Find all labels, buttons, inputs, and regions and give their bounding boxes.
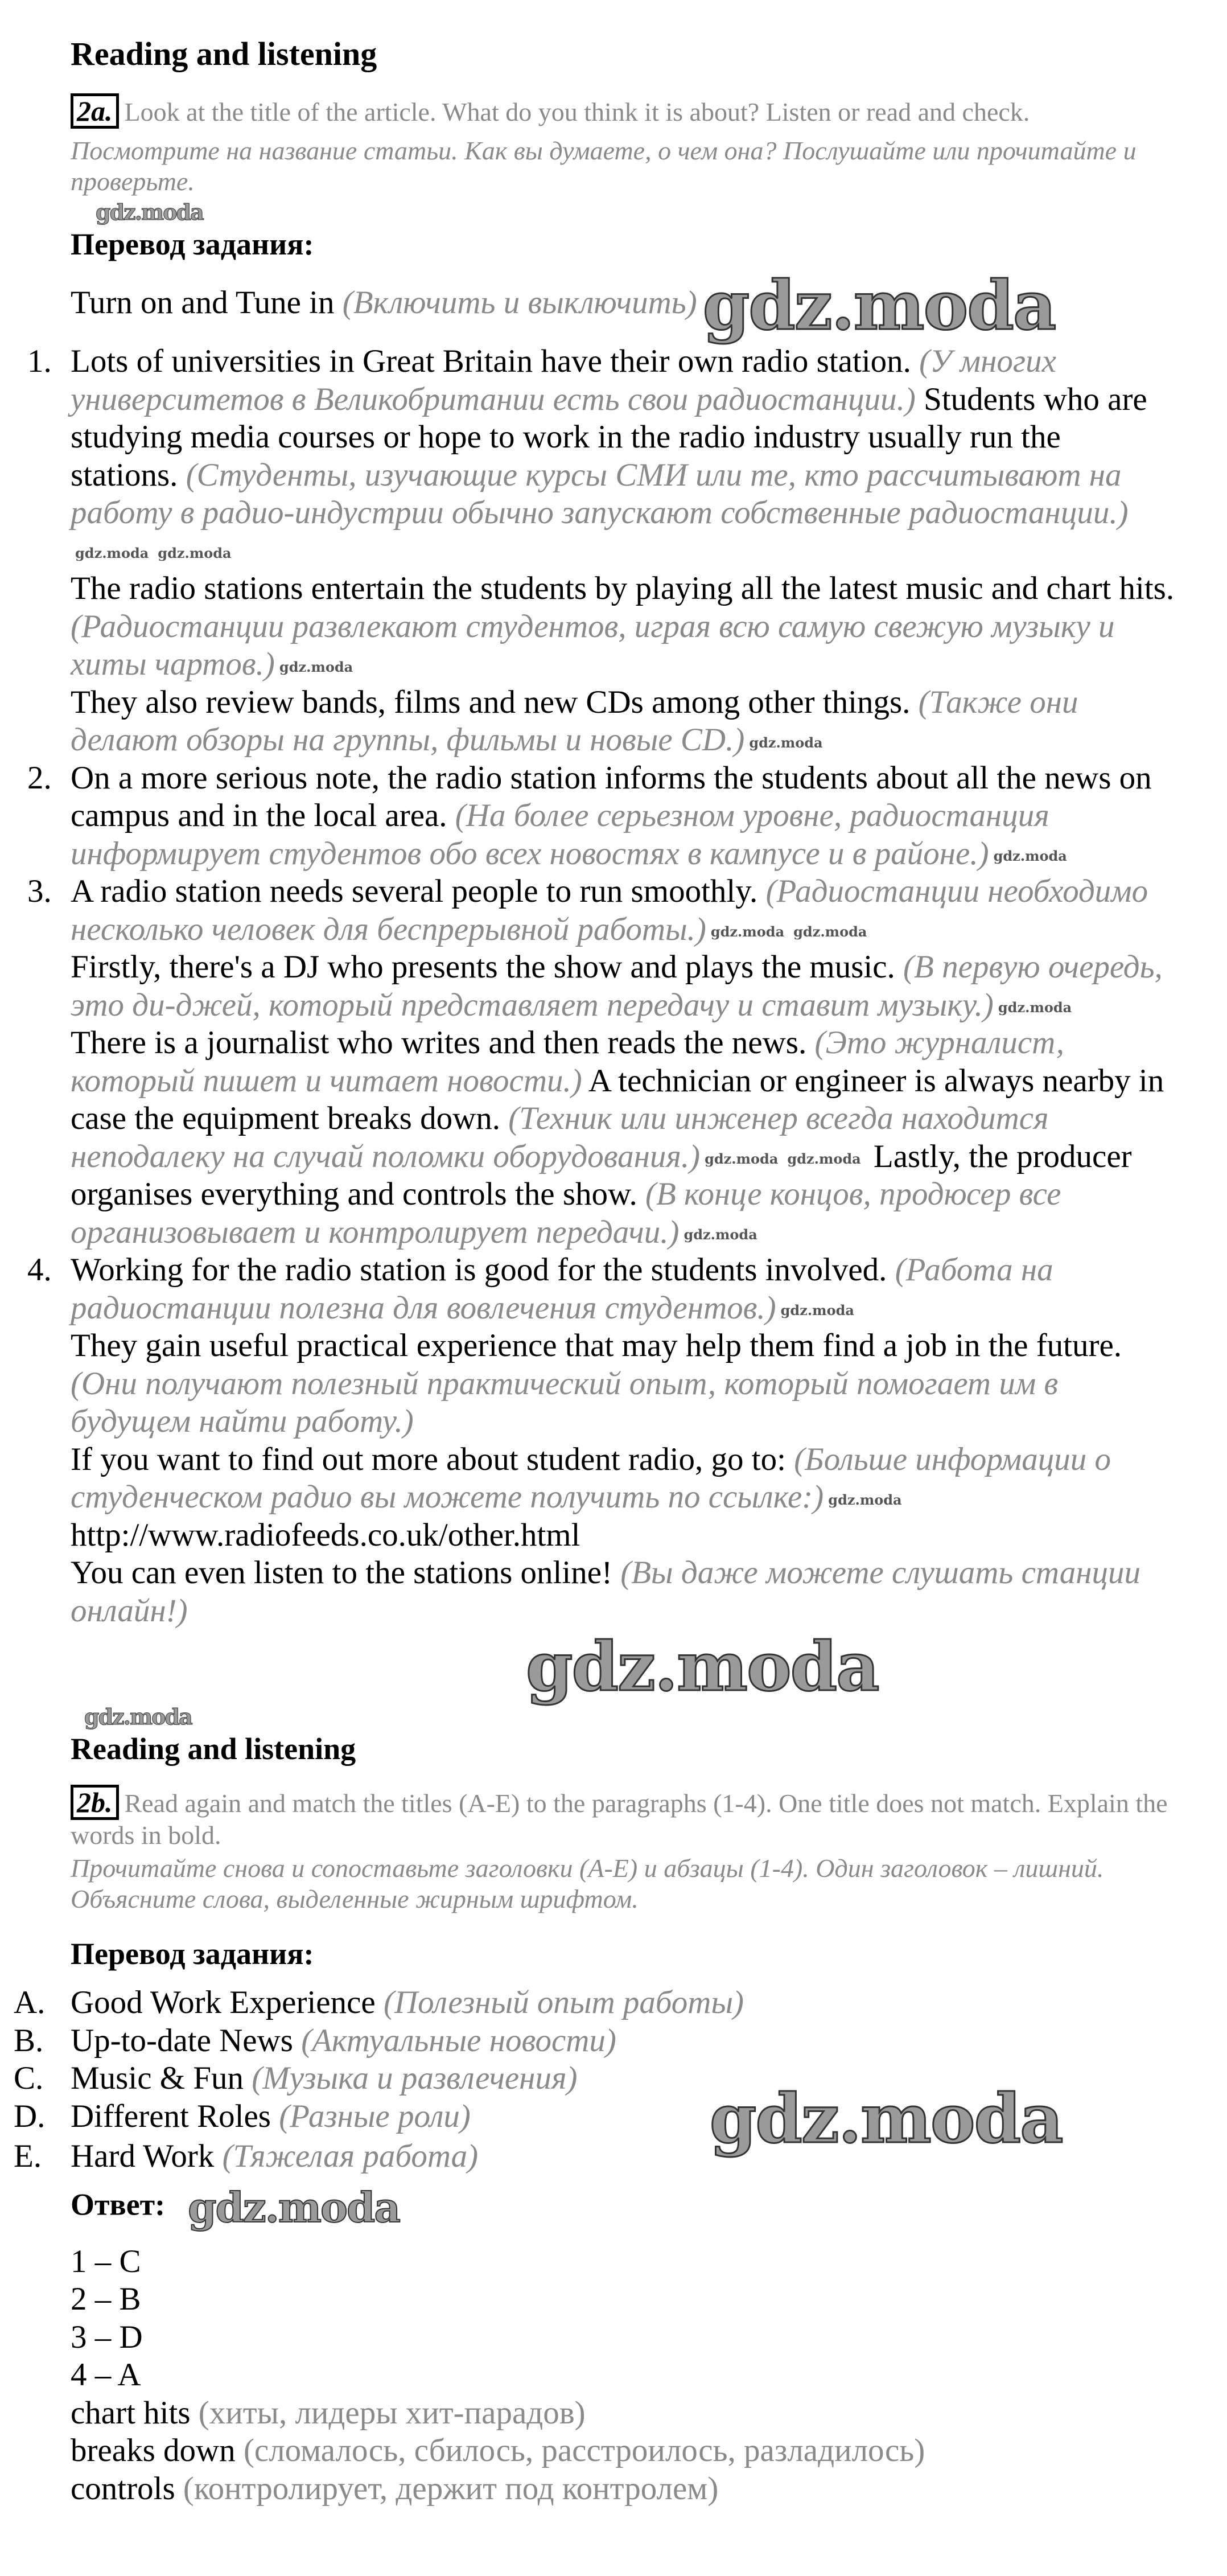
title-option — [14, 1984, 1175, 2022]
title-ru: (Музыка и развлечения) — [252, 2060, 578, 2096]
title-en: Hard Work — [71, 2138, 215, 2175]
sentence-ru: (В первую очередь, это ди-джей, который представляет передачу и ставит музыку.) — [71, 949, 1163, 1023]
titles-list — [14, 1984, 1175, 2176]
task-instruction-ru: Прочитайте снова и сопоставьте заголовки (А-Е) и абзацы (1-4). Один заголовок – лишний. Объясните слова, выделенные жирным шрифтом. — [71, 1854, 1104, 1913]
sentence-ru: (Студенты, изучающие курсы СМИ или те, кто рассчитывают на работу в радио-индустрии обычно запускают собственные радиостанции.) — [71, 457, 1129, 531]
word-en: controls — [71, 2470, 175, 2507]
word-ru: (контролирует, держит под контролем) — [183, 2470, 719, 2507]
task-label: 2b. — [71, 1785, 119, 1820]
title-ru: (Тяжелая работа) — [222, 2138, 479, 2175]
sentence-en: They also review bands, films and new CDs among other things. — [71, 684, 911, 720]
sentence — [71, 760, 1152, 872]
title-ru: (Включить и выключить) — [342, 285, 697, 321]
title-en: Turn on and Tune in — [71, 285, 335, 321]
watermark: gdz.moda — [993, 848, 1067, 865]
title-en: Music & Fun — [71, 2060, 244, 2096]
watermark: gdz.moda — [84, 1704, 192, 1729]
watermark: gdz.moda — [998, 999, 1072, 1016]
watermark: gdz.moda — [158, 545, 232, 562]
sentence-en: You can even listen to the stations online! — [71, 1555, 612, 1591]
word-ru: (хиты, лидеры хит-парадов) — [198, 2394, 586, 2431]
sentence — [71, 570, 1175, 684]
sentence — [71, 1517, 1175, 1555]
word-explanation — [71, 2470, 1175, 2508]
sentence-ru: (В конце концов, продюсер все организовывает и контролирует передачи.) — [71, 1176, 1061, 1250]
title-letter: B. — [14, 2022, 44, 2059]
answers-list — [71, 2243, 1175, 2508]
translation-heading: Перевод задания: — [71, 227, 314, 261]
sentence — [71, 1554, 1175, 1630]
sentence-ru: (Техник или инженер всегда находится неподалеку на случай поломки оборудования.) — [71, 1100, 1049, 1174]
sentence-ru: (Вы даже можете слушать станции онлайн!) — [71, 1555, 1141, 1629]
paragraph-number: 3. — [27, 873, 52, 909]
sentence-en: A radio station needs several people to run smoothly. — [71, 873, 758, 909]
title-letter: D. — [14, 2098, 46, 2134]
answer-item: 2 – B — [71, 2281, 141, 2318]
word-ru: (сломалось, сбилось, расстроилось, разладилось) — [243, 2433, 925, 2469]
sentence-ru: (На более серьезном уровне, радиостанция информирует студентов обо всех новостях в кампусе и в районе.) — [71, 798, 1049, 872]
task-instruction-en: Look at the title of the article. What do you think it is about? Listen or read and check. — [124, 97, 1030, 126]
watermark: gdz.moda — [684, 1226, 757, 1243]
watermark: gdz.moda — [75, 545, 149, 562]
task-2a — [71, 93, 1175, 197]
word-explanation — [71, 2394, 1175, 2433]
sentence-en: Lastly, the producer organises everything and controls the show. — [71, 1138, 1132, 1212]
watermark-row — [71, 1627, 1175, 1706]
watermark: gdz.moda — [526, 1627, 879, 1706]
sentence-ru: (Это журналист, который пишет и читает новости.) — [71, 1025, 1065, 1099]
answer-item: 3 – D — [71, 2319, 143, 2355]
sentence-ru: (Работа на радиостанции полезна для вовлечения студентов.) — [71, 1252, 1053, 1326]
title-en: Different Roles — [71, 2098, 271, 2134]
translation-heading-2: Перевод задания: — [71, 1937, 314, 1971]
article-paragraph — [27, 873, 1175, 1251]
answer-item: 1 – C — [71, 2243, 141, 2279]
sentence-ru: (Также они делают обзоры на группы, фильмы и новые CD.) — [71, 684, 1078, 758]
title-option — [14, 2138, 1175, 2176]
title-letter: C. — [14, 2060, 44, 2096]
section-heading-2: Reading and listening — [71, 1732, 356, 1766]
sentence-en: There is a journalist who writes and then reads the news. — [71, 1025, 807, 1061]
watermark: gdz.moda — [787, 1151, 861, 1168]
article-paragraphs — [27, 343, 1175, 1630]
watermark: gdz.moda — [705, 1151, 779, 1168]
article — [27, 266, 1175, 1706]
answer-item: 4 – A — [71, 2357, 141, 2393]
paragraph-number: 1. — [27, 343, 52, 379]
title-ru: (Полезный опыт работы) — [383, 1985, 744, 2020]
sentence-en: The radio stations entertain the students by playing all the latest music and chart hits. — [71, 570, 1175, 606]
article-paragraph — [27, 759, 1175, 873]
sentence — [71, 684, 1078, 758]
title-ru: (Разные роли) — [279, 2098, 471, 2134]
sentence-en: Firstly, there's a DJ who presents the show and plays the music. — [71, 949, 895, 985]
watermark: gdz.moda — [710, 923, 785, 940]
title-ru: (Актуальные новости) — [301, 2022, 616, 2059]
word-en: breaks down — [71, 2433, 236, 2469]
sentence-en: Lots of universities in Great Britain have their own radio station. — [71, 343, 911, 379]
title-letter: A. — [14, 1985, 46, 2020]
sentence-en: Working for the radio station is good for the students involved. — [71, 1252, 887, 1288]
watermark: gdz.moda — [96, 199, 203, 225]
watermark: gdz.moda — [709, 2079, 1063, 2159]
watermark: gdz.moda — [780, 1302, 854, 1319]
section-heading: Reading and listening — [71, 35, 377, 72]
watermark: gdz.moda — [828, 1491, 902, 1508]
paragraph-number: 4. — [27, 1252, 52, 1288]
sentence — [71, 1252, 1053, 1326]
sentence-en: http://www.radiofeeds.co.uk/other.html — [71, 1517, 580, 1553]
watermark: gdz.moda — [188, 2183, 400, 2232]
word-en: chart hits — [71, 2394, 191, 2431]
watermark: gdz.moda — [702, 266, 1056, 345]
paragraph-number: 2. — [27, 759, 52, 796]
sentence-en: A technician or engineer is always nearby in case the equipment breaks down. — [71, 1062, 1164, 1136]
task-label: 2a. — [71, 93, 119, 129]
watermark: gdz.moda — [749, 734, 823, 751]
sentence-en: If you want to find out more about student radio, go to: — [71, 1441, 786, 1477]
sentence-ru: (Больше информации о студенческом радио вы можете получить по ссылке:) — [71, 1441, 1111, 1515]
task-instruction-en: Read again and match the titles (A-E) to the paragraphs (1-4). One title does not match. Explain the words in bold. — [71, 1789, 1168, 1850]
sentence — [71, 343, 1056, 417]
watermark: gdz.moda — [793, 923, 867, 940]
sentence-ru: (Они получают полезный практический опыт, который помогает им в будущем найти работу.) — [71, 1365, 1059, 1439]
title-en: Up-to-date News — [71, 2022, 293, 2059]
answer-heading — [71, 2184, 1175, 2232]
sentence-ru: (Радиостанции необходимо несколько человек для беспрерывной работы.) — [71, 873, 1148, 947]
answer-heading-text: Ответ: — [71, 2187, 166, 2222]
sentence — [71, 1327, 1175, 1441]
sentence-en: They gain useful practical experience that may help them find a job in the future. — [71, 1328, 1122, 1363]
sentence-ru: (У многих университетов в Великобритании есть свои радиостанции.) — [71, 343, 1056, 417]
sentence — [71, 873, 1148, 947]
task-instruction-ru: Посмотрите на название статьи. Как вы думаете, о чем она? Послушайте или прочитайте и проверьте. — [71, 136, 1137, 196]
sentence-en: On a more serious note, the radio station informs the students about all the news on campus and in the local area. — [71, 759, 1152, 833]
watermark: gdz.moda — [279, 658, 353, 675]
article-paragraph — [27, 1251, 1175, 1630]
article-title — [71, 266, 1175, 345]
task-2b — [71, 1785, 1175, 1914]
title-en: Good Work Experience — [71, 1985, 376, 2020]
title-option — [14, 2022, 1175, 2060]
sentence-en: Students who are studying media courses or hope to work in the radio industry usually run the stations. — [71, 381, 1147, 493]
word-explanation — [71, 2432, 1175, 2470]
sentence — [71, 948, 1175, 1024]
sentence — [71, 1441, 1175, 1517]
sentence-ru: (Радиостанции развлекают студентов, играя всю самую свежую музыку и хиты чартов.) — [71, 608, 1115, 682]
article-paragraph — [27, 343, 1175, 759]
title-letter: E. — [14, 2138, 42, 2175]
